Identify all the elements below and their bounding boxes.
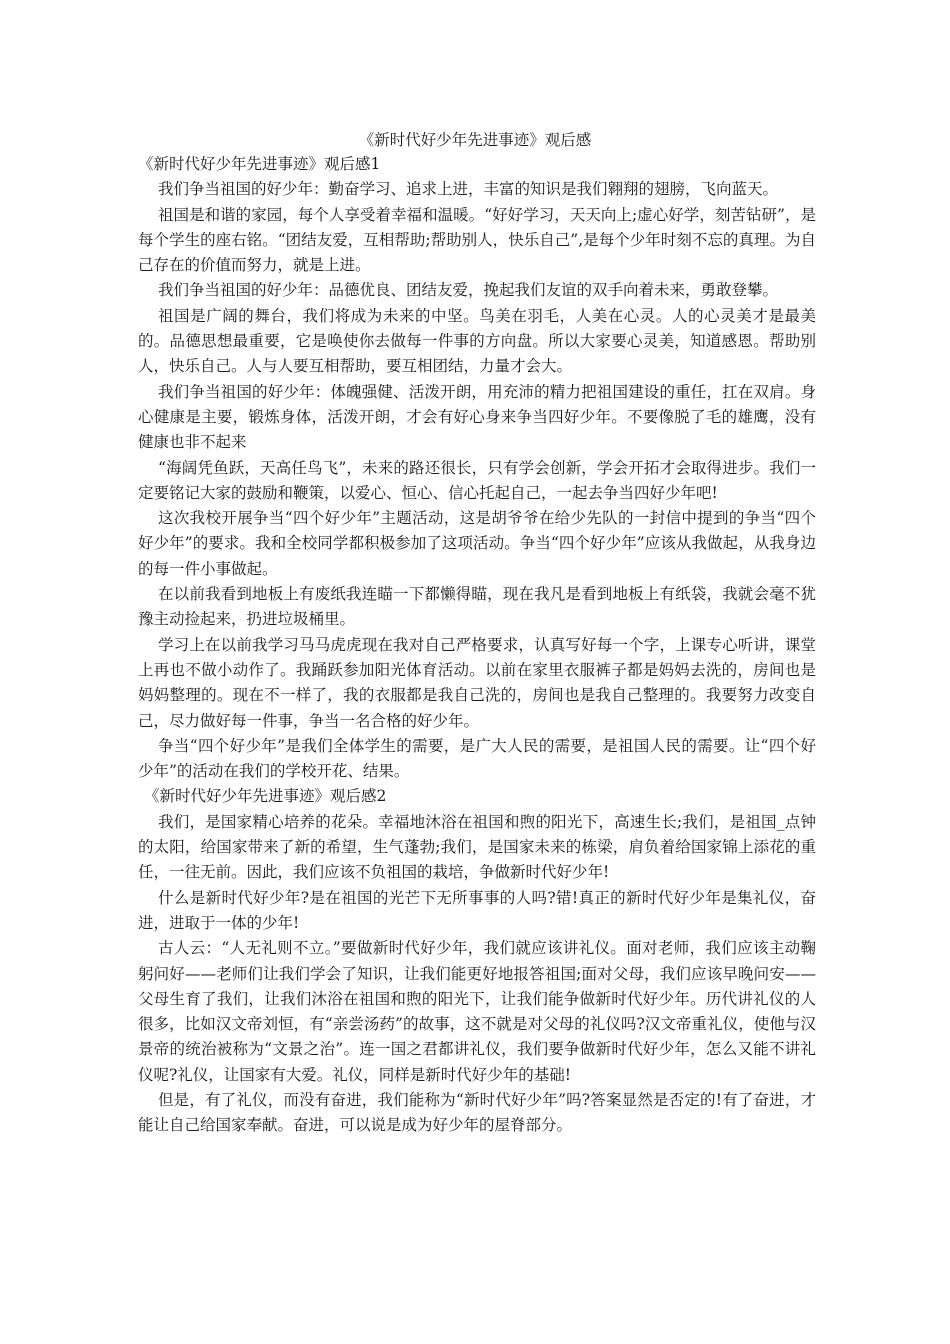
section-heading: 《新时代好少年先进事迹》观后感2 [144,787,387,806]
paragraph: 这次我校开展争当“四个好少年”主题活动，这是胡爷爷在给少先队的一封信中提到的争当“四个好少年”的要求。我和全校同学都积极参加了这项活动。争当“四个好少年”应该从我做起，从我身边的每一件小事做起。 [138,509,816,578]
paragraph: 我们争当祖国的好少年：体魄强健、活泼开朗，用充沛的精力把祖国建设的重任，扛在双肩。身心健康是主要，锻炼身体，活泼开朗，才会有好心身来争当四好少年。不要像脱了毛的雄鹰，没有健康也非不起来 [138,382,816,452]
section-2 [138,784,816,1138]
document-title: 《新时代好少年先进事迹》观后感 [358,131,592,149]
paragraph: 我们争当祖国的好少年：勤奋学习、追求上进，丰富的知识是我们翱翔的翅膀，飞向蓝天。 [158,180,779,199]
paragraph: 但是，有了礼仪，而没有奋进，我们能称为“新时代好少年”吗?答案显然是否定的!有了奋进，才能让自己给国家奉献。奋进，可以说是成为好少年的屋脊部分。 [138,1090,816,1135]
paragraph: 祖国是和谐的家园，每个人享受着幸福和温暖。“好好学习，天天向上;虚心好学，刻苦钻研”，是每个学生的座右铭。“团结友爱，互相帮助;帮助别人，快乐自己”,是每个少年时刻不忘的真理。为自己存在的价值而努力，就是上进。 [138,205,816,275]
paragraph: 我们争当祖国的好少年：品德优良、团结友爱，挽起我们友谊的双手向着未来，勇敢登攀。 [158,281,779,300]
paragraph: “海阔凭鱼跃，天高任鸟飞”，未来的路还很长，只有学会创新，学会开拓才会取得进步。我们一定要铭记大家的鼓励和鞭策，以爱心、恒心、信心托起自己，一起去争当四好少年吧! [138,458,816,502]
paragraph: 我们，是国家精心培养的花朵。幸福地沐浴在祖国和煦的阳光下，高速生长;我们，是祖国_点钟的太阳，给国家带来了新的希望，生气蓬勃;我们，是国家未来的栋梁，肩负着给国家锦上添花的重任，一往无前。因此，我们应该不负祖国的栽培，争做新时代好少年! [138,812,816,882]
paragraph: 什么是新时代好少年?是在祖国的光芒下无所事事的人吗?错!真正的新时代好少年是集礼仪，奋进，进取于一体的少年! [138,888,816,932]
paragraph: 古人云：“人无礼则不立。”要做新时代好少年，我们就应该讲礼仪。面对老师，我们应该主动鞠躬问好——老师们让我们学会了知识，让我们能更好地报答祖国;面对父母，我们应该早晚问安——父母生育了我们，让我们沐浴在祖国和煦的阳光下，让我们能争做新时代好少年。历代讲礼仪的人很多，比如汉文帝刘恒，有“亲尝汤药”的故事，这不就是对父母的礼仪吗?汉文帝重礼仪，使他与汉景帝的统治被称为“文景之治”。连一国之君都讲礼仪，我们要争做新时代好少年，怎么又能不讲礼仪呢?礼仪，让国家有大爱。礼仪，同样是新时代好少年的基础! [138,939,816,1084]
paragraph: 祖国是广阔的舞台，我们将成为未来的中坚。鸟美在羽毛，人美在心灵。人的心灵美才是最美的。品德思想最重要，它是唤使你去做每一件事的方向盘。所以大家要心灵美，知道感恩。帮助别人，快乐自己。人与人要互相帮助，要互相团结，力量才会大。 [138,306,816,376]
section-1 [138,152,816,784]
paragraph: 争当“四个好少年”是我们全体学生的需要，是广大人民的需要，是祖国人民的需要。让“四个好少年”的活动在我们的学校开花、结果。 [138,736,816,781]
section-heading: 《新时代好少年先进事迹》观后感1 [138,155,381,173]
document-body [138,152,816,1139]
paragraph: 在以前我看到地板上有废纸我连瞄一下都懒得瞄，现在我凡是看到地板上有纸袋，我就会毫不犹豫主动捡起来，扔进垃圾桶里。 [138,585,816,629]
paragraph: 学习上在以前我学习马马虎虎现在我对自己严格要求，认真写好每一个字，上课专心听讲，课堂上再也不做小动作了。我踊跃参加阳光体育活动。以前在家里衣服裤子都是妈妈去洗的，房间也是妈妈整理的。现在不一样了，我的衣服都是我自己洗的，房间也是我自己整理的。我要努力改变自己，尽力做好每一件事，争当一名合格的好少年。 [138,635,816,730]
